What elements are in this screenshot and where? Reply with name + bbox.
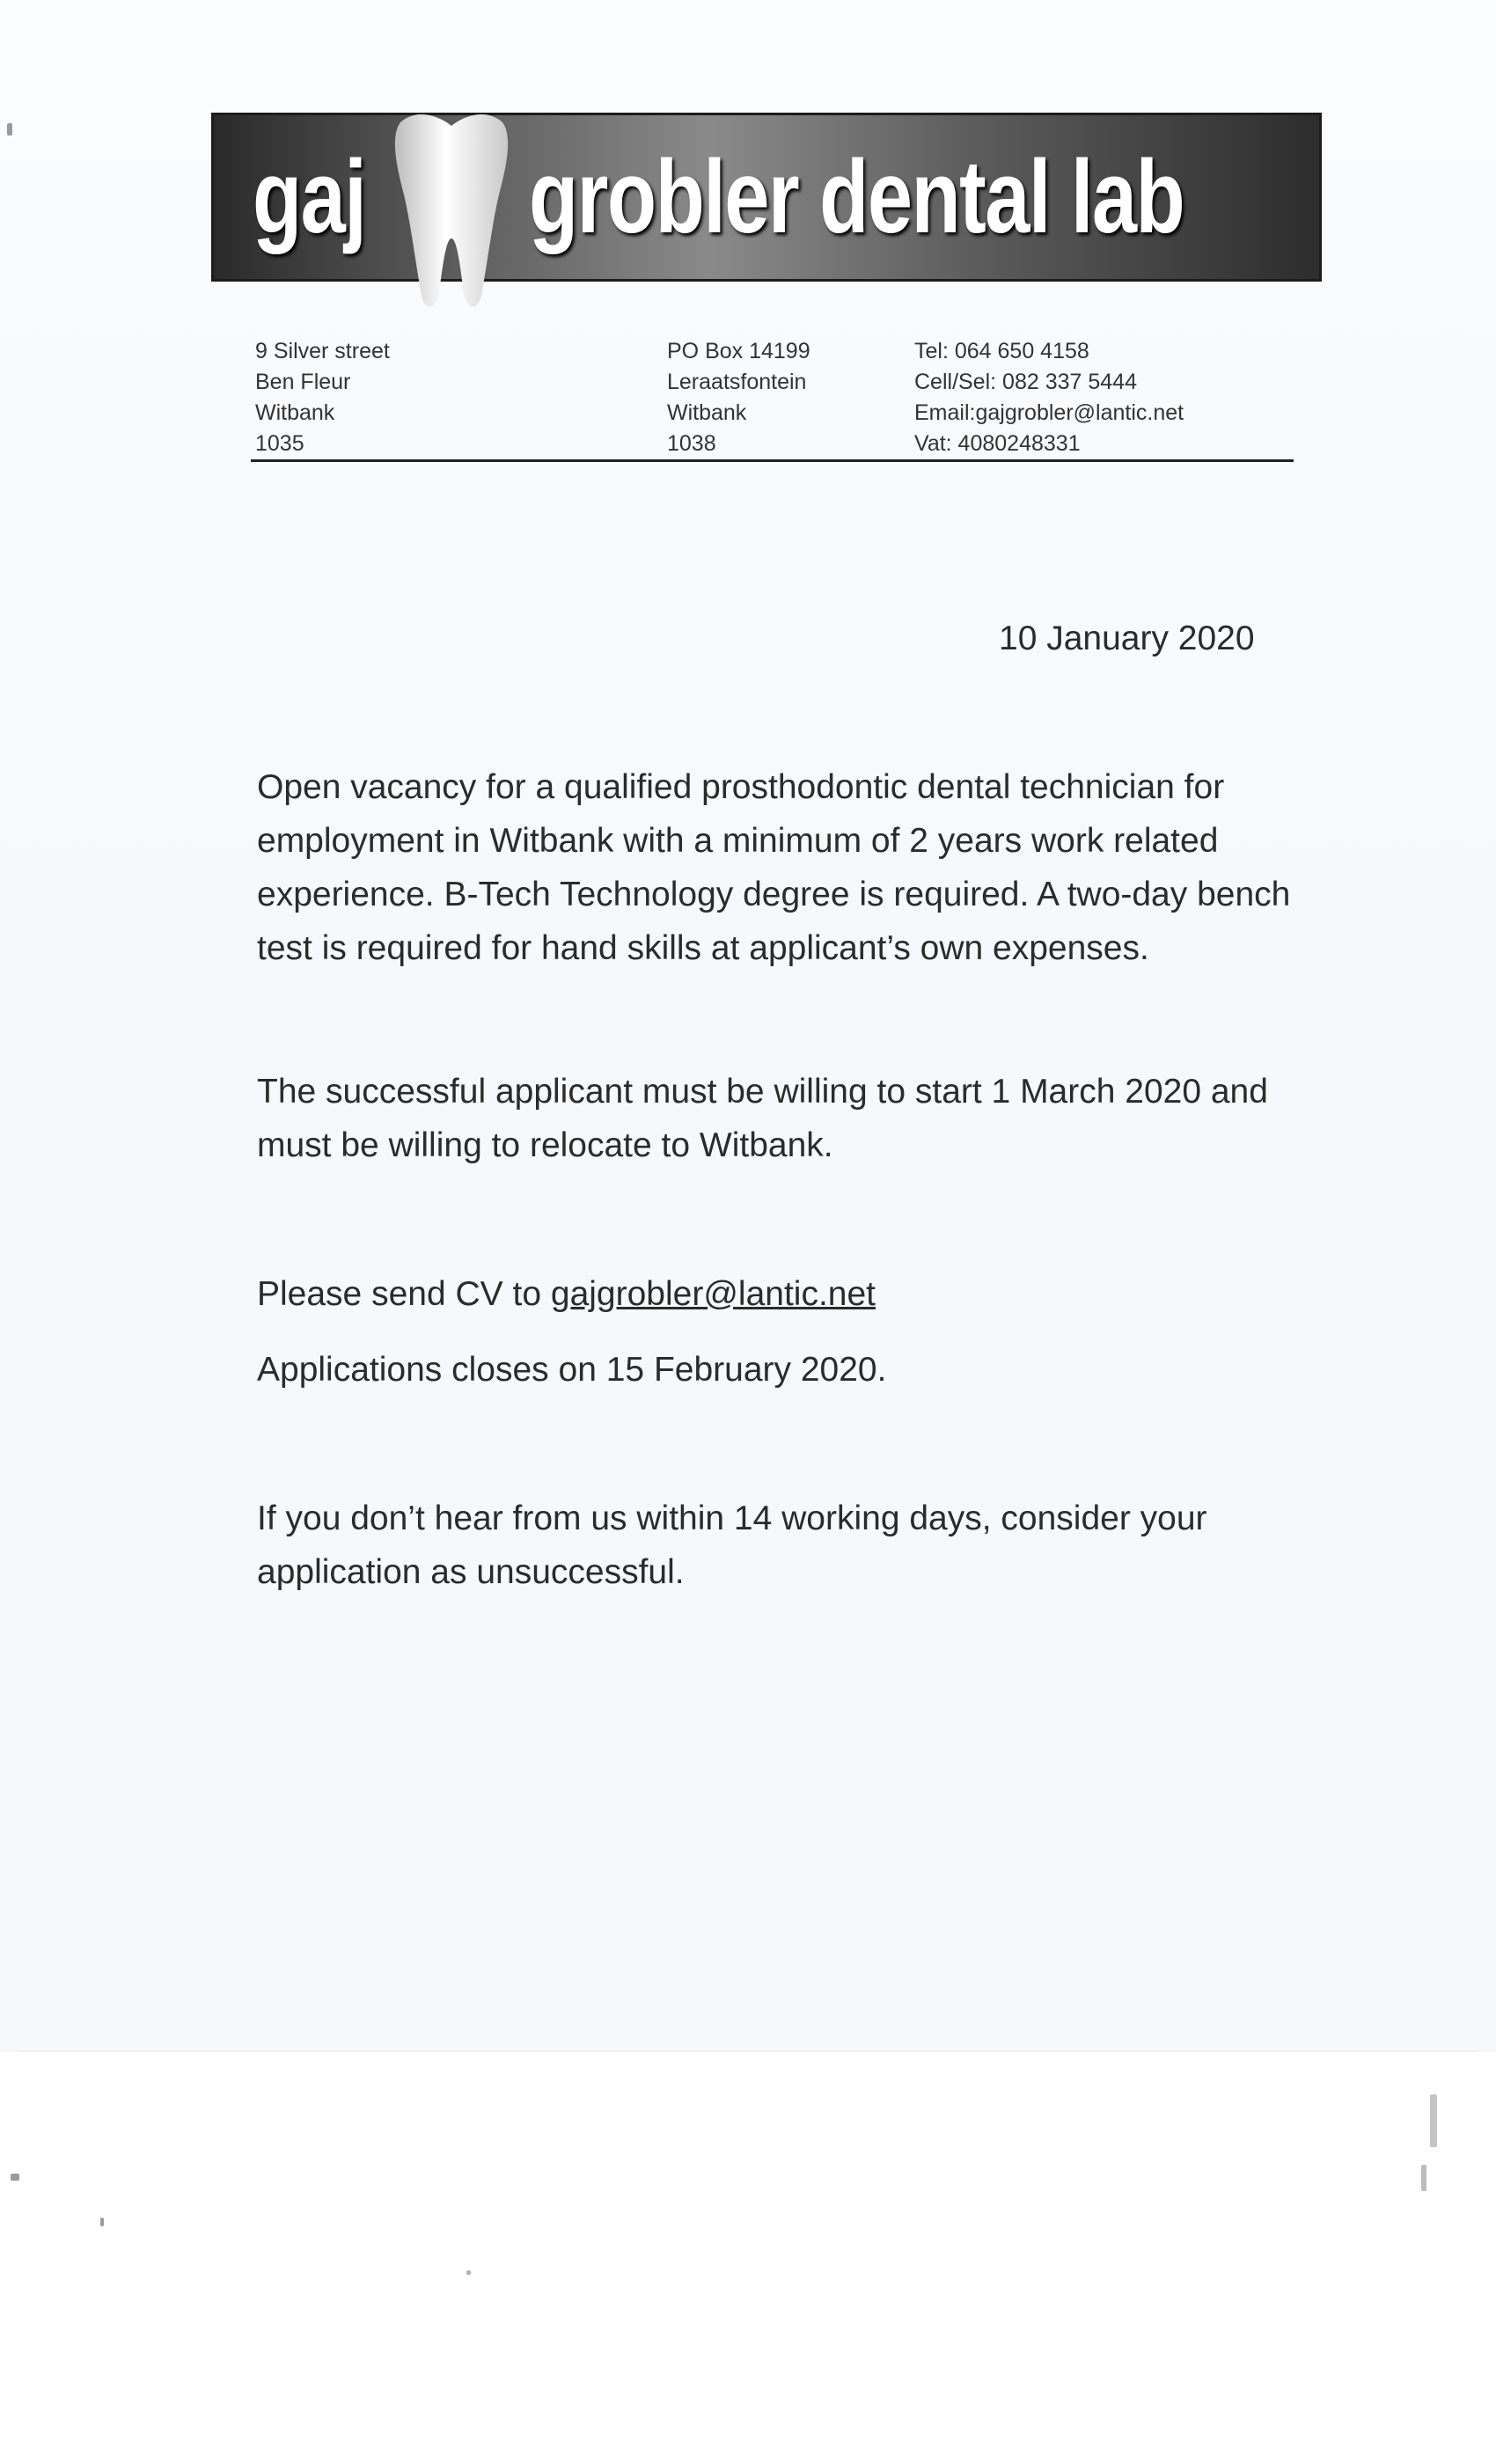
send-cv-line	[257, 1267, 876, 1321]
text-line: The successful applicant must be willing to start 1 March 2020 and	[257, 1073, 1268, 1111]
contact-details	[914, 336, 1184, 459]
address-line: 9 Silver street	[255, 339, 390, 363]
header-divider	[251, 459, 1294, 462]
start-date-paragraph	[257, 1065, 1313, 1172]
address-line: PO Box 14199	[667, 339, 810, 363]
tooth-icon	[390, 106, 513, 313]
brand-name: grobler dental lab	[529, 139, 1184, 255]
address-line: Leraatsfontein	[667, 370, 807, 394]
send-cv-text: Please send CV to	[257, 1275, 551, 1313]
scan-speck	[1421, 2165, 1426, 2191]
unsuccessful-paragraph	[257, 1492, 1313, 1599]
address-line: Witbank	[255, 400, 335, 425]
text-line: Open vacancy for a qualified prosthodontic dental technician for	[257, 768, 1225, 806]
scan-speck	[466, 2270, 471, 2275]
address-line: Ben Fleur	[255, 370, 351, 394]
scan-speck	[7, 123, 12, 136]
text-line: must be willing to relocate to Witbank.	[257, 1126, 833, 1164]
vat-number: Vat: 4080248331	[914, 431, 1081, 456]
text-line: experience. B-Tech Technology degree is required. A two-day bench	[257, 876, 1291, 913]
text-line: If you don’t hear from us within 14 working days, consider your	[257, 1500, 1207, 1537]
text-line: test is required for hand skills at applicant’s own expenses.	[257, 929, 1149, 967]
brand-prefix: gaj	[253, 139, 366, 255]
street-address	[255, 336, 390, 459]
postal-address	[667, 336, 810, 459]
address-line: Witbank	[667, 400, 747, 425]
closing-date-line: Applications closes on 15 February 2020.	[257, 1351, 887, 1389]
address-line: 1038	[667, 431, 716, 456]
email: Email:gajgrobler@lantic.net	[914, 400, 1184, 425]
text-line: employment in Witbank with a minimum of 2 years work related	[257, 822, 1219, 860]
text-line: application as unsuccessful.	[257, 1553, 685, 1591]
scan-speck	[100, 2218, 104, 2226]
scan-speck	[1430, 2094, 1437, 2147]
scan-speck	[11, 2174, 19, 2181]
address-line: 1035	[255, 431, 304, 456]
letterhead-banner	[211, 113, 1322, 282]
letter-date: 10 January 2020	[999, 620, 1255, 657]
lower-sheet	[0, 2052, 1496, 2464]
vacancy-paragraph	[257, 760, 1313, 975]
cellphone: Cell/Sel: 082 337 5444	[914, 370, 1137, 394]
telephone: Tel: 064 650 4158	[914, 339, 1089, 363]
email-link[interactable]: gajgrobler@lantic.net	[550, 1275, 876, 1313]
